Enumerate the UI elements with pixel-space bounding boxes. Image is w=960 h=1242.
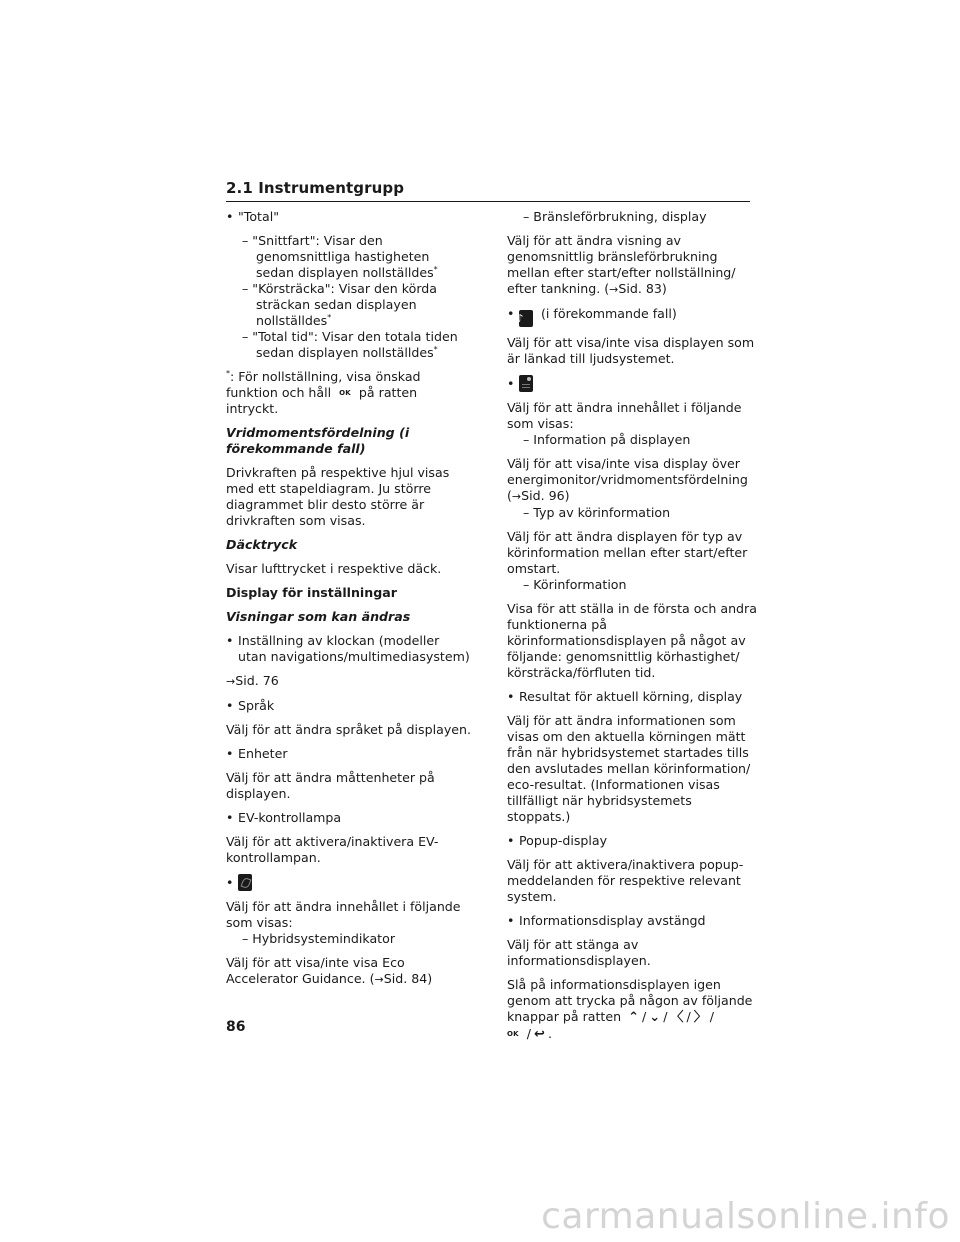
monitor-text: Välj för att ändra innehållet i följande som visas: [507,400,742,431]
fuel-sub: – Bränsleförbrukning, display [523,209,707,224]
audio-text: Välj för att visa/inte visa displayen som är länkad till ljudsystemet. [507,335,755,366]
info-off-text: Välj för att stänga av informationsdisplayen. [507,937,651,968]
audio-item: • ♪ (i förekommande fall) [507,306,677,325]
result-text: Välj för att ändra informationen som visas om den aktuella körningen mätt från när hybridsystemet startades tills den avslutades mellan körinformation/ eco-resultat. (Informationen visas tillfälligt när hybridsystemets stoppats.) [507,713,751,824]
down-arrow-icon: ⌄ [649,1010,661,1025]
right-column [507,209,759,1051]
monitor-sub: – Information på displayen [523,432,691,447]
language-text: Välj för att ändra språket på displayen. [226,722,472,737]
total-sub-distance: – "Körsträcka": Visar den körda sträckan sedan displayen nollställdes* [242,281,437,328]
torque-text: Drivkraften på respektive hjul visas med ett stapeldiagram. Ju större diagrammet blir desto större är drivkraften som visas. [226,465,450,528]
fuel-text: Välj för att ändra visning av genomsnittlig bränsleförbrukning mellan efter start/efter nollställning/ efter tankning. (→Sid. 83) [507,233,736,296]
ev-item: • EV-kontrollampa [226,810,342,825]
info-off-item: • Informationsdisplay avstängd [507,913,706,928]
popup-text: Välj för att aktivera/inaktivera popup-meddelanden för respektive relevant system. [507,857,744,904]
ok-button-icon: OK [339,389,351,397]
turn-on-text: Slå på informationsdisplayen igen genom att trycka på någon av följande knappar på ratten ⌃ / ⌄ / 〈 / 〉 / OK / ↩ . [507,977,753,1042]
energy-text: Välj för att visa/inte visa display över energimonitor/vridmomentsfördelning (→Sid. 96) [507,456,748,503]
units-item: • Enheter [226,746,288,761]
drive-type-sub: – Typ av körinformation [523,505,671,520]
torque-heading: Vridmomentsfördelning (i förekommande fall) [226,425,410,456]
monitor-item: • [507,375,759,392]
header-divider [226,201,750,202]
watermark: carmanualsonline.info [541,1196,950,1237]
total-sub-time: – "Total tid": Visar den totala tiden sedan displayen nollställdes* [242,329,458,360]
left-column [226,209,471,996]
changeable-heading: Visningar som kan ändras [226,609,411,624]
total-item: • "Total" [226,209,279,224]
eco-leaf-icon [238,874,252,891]
ok-button-icon: OK [507,1030,519,1038]
eco-text: Välj för att ändra innehållet i följande som visas: [226,899,461,930]
popup-item: • Popup-display [507,833,608,848]
footnote: *: För nollställning, visa önskad funktion och håll OK på ratten intryckt. [226,368,421,416]
eco-item: • [226,874,471,891]
units-text: Välj för att ändra måttenheter på displayen. [226,770,435,801]
drive-info-sub: – Körinformation [523,577,627,592]
right-arrow-icon: 〉 [693,1010,707,1025]
section-header [226,179,750,202]
section-title: 2.1 Instrumentgrupp [226,179,405,197]
total-sub-average-speed: – "Snittfart": Visar den genomsnittliga hastigheten sedan displayen nollställdes* [242,233,438,280]
language-item: • Språk [226,698,275,713]
eco-sub: – Hybridsystemindikator [242,931,396,946]
tire-text: Visar lufttrycket i respektive däck. [226,561,442,576]
back-icon: ↩ [534,1027,545,1042]
clock-reference: →Sid. 76 [226,673,279,688]
settings-heading: Display för inställningar [226,585,397,600]
result-item: • Resultat för aktuell körning, display [507,689,743,704]
tire-heading: Däcktryck [226,537,298,552]
clock-item: • Inställning av klockan (modeller utan navigations/multimediasystem) [226,633,470,664]
left-arrow-icon: 〈 [670,1010,684,1025]
up-arrow-icon: ⌃ [628,1010,640,1025]
set-text: Visa för att ställa in de första och andra funktionerna på körinformationsdisplayen på något av följande: genomsnittlig körhastighet/ körsträcka/förfluten tid. [507,601,757,680]
page-number: 86 [226,1019,246,1035]
monitor-icon [519,375,533,392]
ev-text: Välj för att aktivera/inaktivera EV-kontrollampan. [226,834,439,865]
drive-text: Välj för att ändra displayen för typ av körinformation mellan efter start/efter omstart. [507,529,748,576]
music-note-icon: ♪ [519,310,533,327]
eco-accelerator-text: Välj för att visa/inte visa Eco Accelerator Guidance. (→Sid. 84) [226,955,433,986]
